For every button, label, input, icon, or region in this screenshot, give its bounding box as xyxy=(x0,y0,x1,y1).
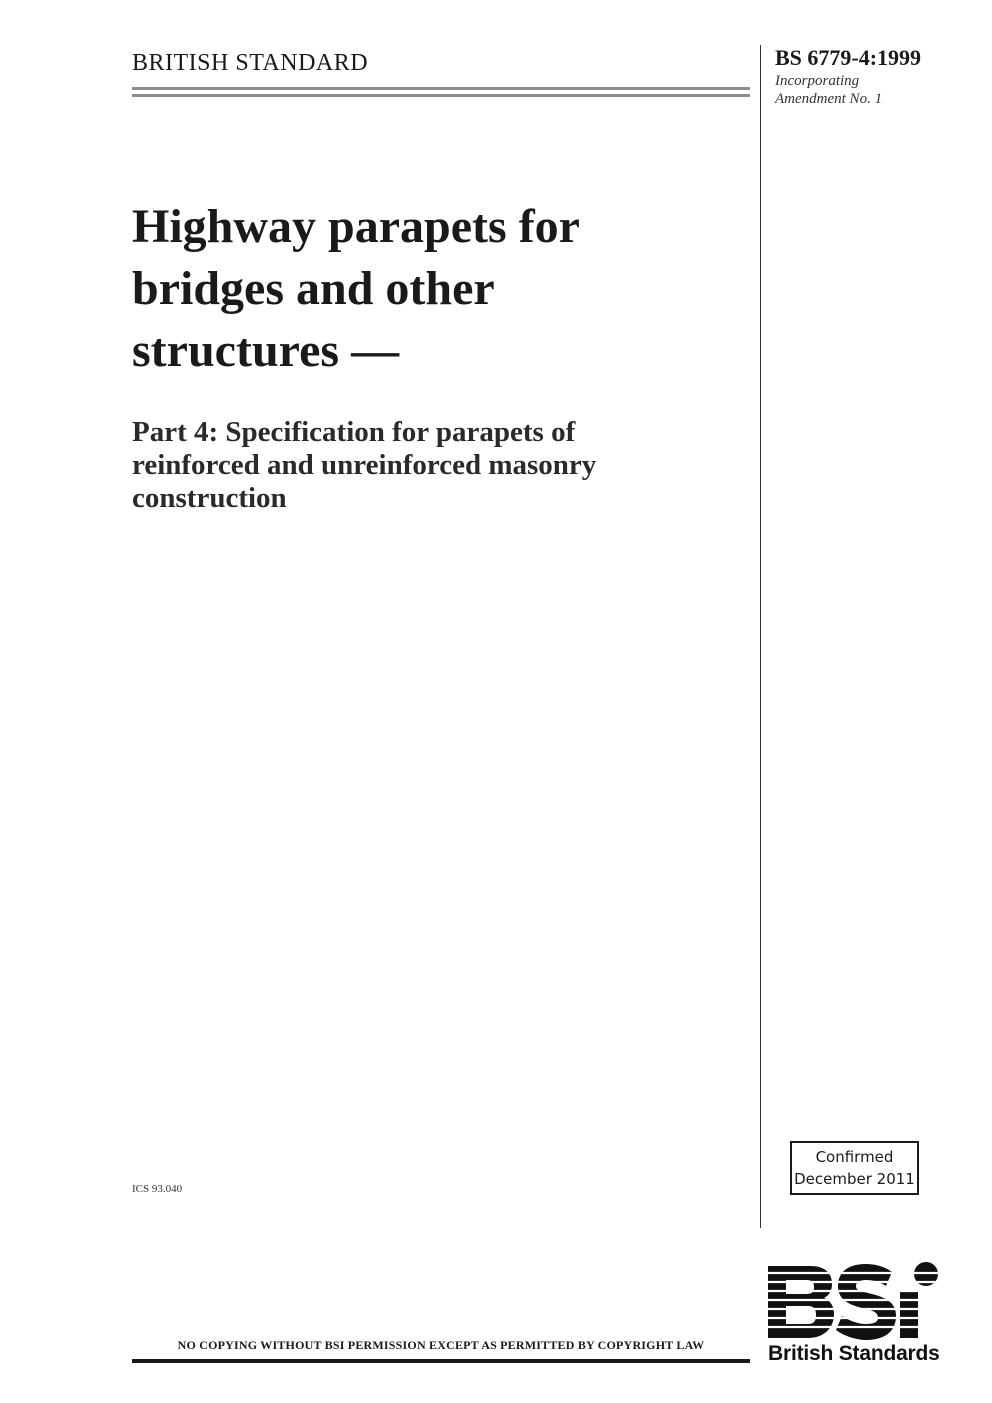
header-rules xyxy=(132,87,750,101)
document-title xyxy=(132,196,752,382)
header-rule-2 xyxy=(132,94,750,97)
subtitle-line-1: Part 4: Specification for parapets of xyxy=(132,416,576,448)
title-line-1: Highway parapets for xyxy=(132,200,580,253)
subtitle-line-2: reinforced and unreinforced masonry xyxy=(132,449,597,481)
copyright-notice: NO COPYING WITHOUT BSI PERMISSION EXCEPT AS PERMITTED BY COPYRIGHT LAW xyxy=(177,1338,705,1352)
bsi-logo-caption: British Standards xyxy=(768,1342,940,1365)
subtitle-line-3: construction xyxy=(132,482,287,514)
title-line-3: structures — xyxy=(132,324,400,377)
amendment-note xyxy=(775,72,882,108)
vertical-divider xyxy=(760,45,761,1228)
confirmed-stamp xyxy=(790,1141,919,1195)
confirmed-line-1: Confirmed xyxy=(815,1148,894,1166)
standard-number: BS 6779-4:1999 xyxy=(775,45,922,70)
amendment-line-2: Amendment No. 1 xyxy=(775,91,883,107)
document-subtitle xyxy=(132,416,752,515)
bsi-logo xyxy=(768,1262,944,1342)
header-rule-1 xyxy=(132,87,750,90)
confirmed-line-2: December 2011 xyxy=(794,1170,915,1188)
ics-code: ICS 93.040 xyxy=(132,1183,183,1195)
document-category-label: BRITISH STANDARD xyxy=(132,50,369,76)
amendment-line-1: Incorporating xyxy=(775,73,860,89)
bottom-rule xyxy=(132,1359,750,1363)
title-line-2: bridges and other xyxy=(132,262,495,315)
